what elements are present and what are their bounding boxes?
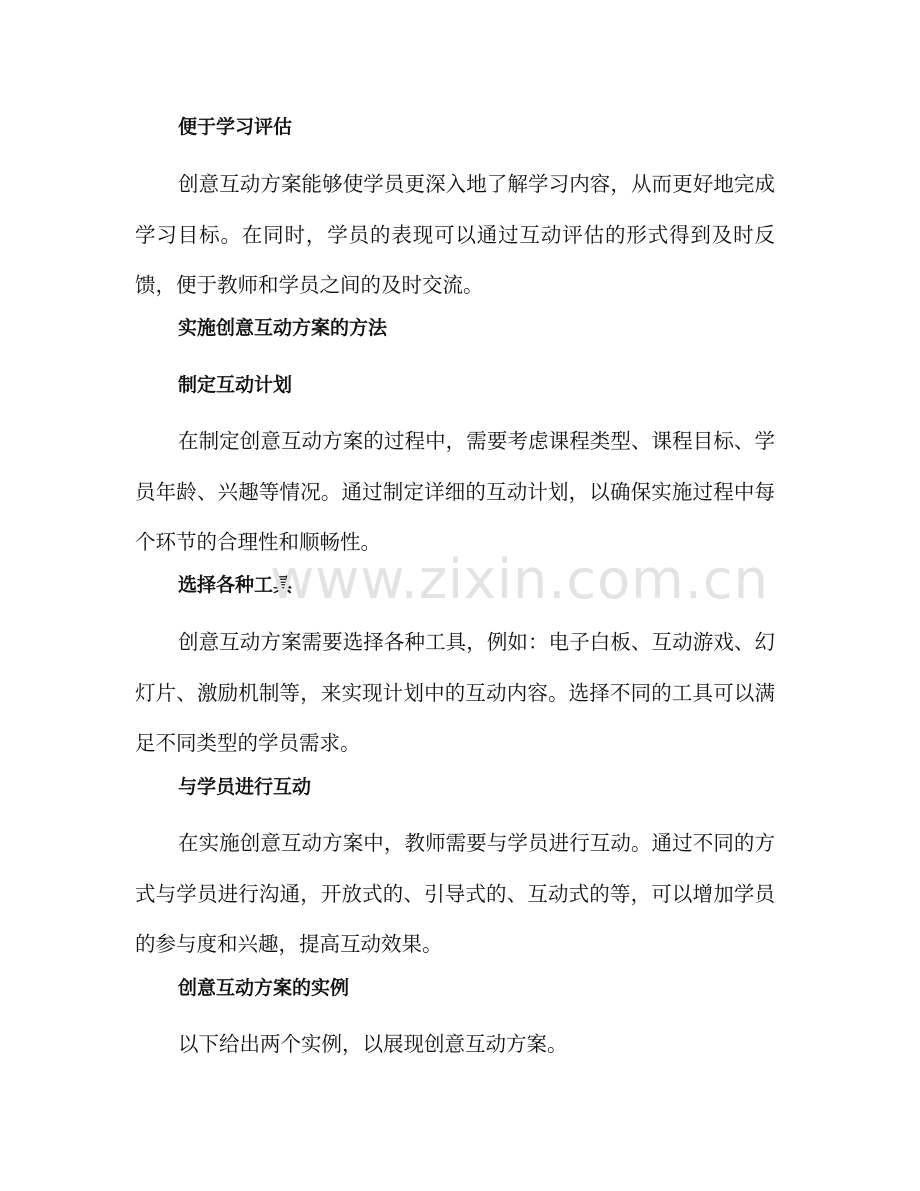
section-heading-choose-tools: 选择各种工具 (178, 574, 293, 596)
watermark: www.zixin.com.cn (270, 548, 769, 611)
section-heading-learning-assessment: 便于学习评估 (178, 116, 293, 138)
paragraph-choose-tools: 创意互动方案需要选择各种工具，例如：电子白板、互动游戏、幻灯片、激励机制等，来实现计划中的互动内容。选择不同的工具可以满足不同类型的学员需求。 (135, 630, 775, 755)
paragraph-interaction-plan: 在制定创意互动方案的过程中，需要考虑课程类型、课程目标、学员年龄、兴趣等情况。通过制定详细的互动计划，以确保实施过程中每个环节的合理性和顺畅性。 (135, 429, 775, 554)
section-heading-implementation-methods: 实施创意互动方案的方法 (178, 317, 388, 339)
paragraph-learning-assessment: 创意互动方案能够使学员更深入地了解学习内容，从而更好地完成学习目标。在同时，学员的表现可以通过互动评估的形式得到及时反馈，便于教师和学员之间的及时交流。 (135, 172, 775, 297)
paragraph-examples: 以下给出两个实例，以展现创意互动方案。 (178, 1032, 568, 1056)
section-heading-interaction-plan: 制定互动计划 (178, 374, 293, 396)
section-heading-interact-with-students: 与学员进行互动 (178, 776, 312, 798)
paragraph-interact-with-students: 在实施创意互动方案中，教师需要与学员进行互动。通过不同的方式与学员进行沟通，开放式的、引导式的、互动式的等，可以增加学员的参与度和兴趣，提高互动效果。 (135, 831, 775, 956)
section-heading-examples: 创意互动方案的实例 (178, 977, 350, 999)
